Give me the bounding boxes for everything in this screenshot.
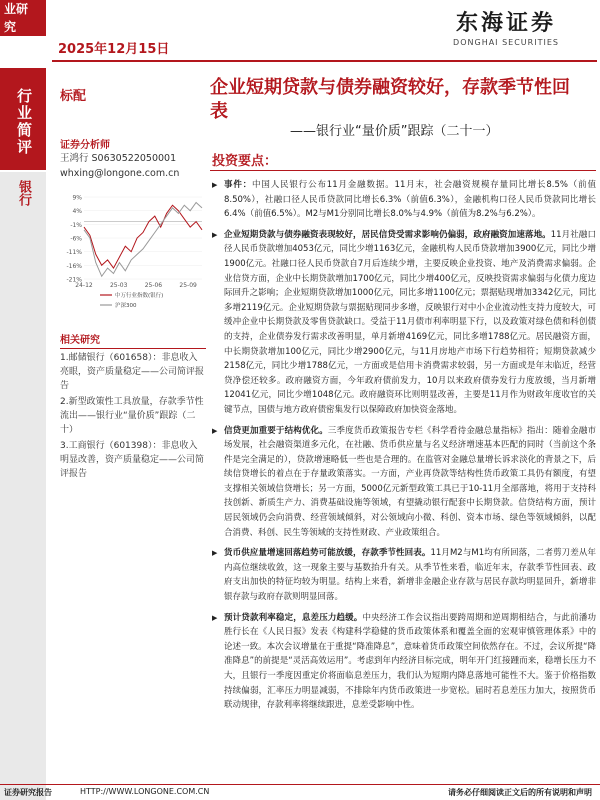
y-tick-label: -21% bbox=[66, 276, 82, 284]
analyst-heading: 证券分析师 bbox=[60, 140, 110, 151]
x-tick-label: 25-09 bbox=[179, 282, 197, 289]
y-tick-label: 4% bbox=[72, 208, 82, 216]
key-point-rates bbox=[212, 611, 596, 713]
performance-chart bbox=[60, 191, 206, 321]
sector-label: 银行 bbox=[16, 180, 31, 206]
rating-label: 标配 bbox=[60, 89, 87, 104]
report-type-line-1: 业研 bbox=[4, 2, 29, 16]
y-tick-label: -6% bbox=[70, 235, 82, 243]
sector-side-bar bbox=[0, 172, 46, 800]
key-point-lead: 企业短期贷款与债券融资表现较好，居民信贷受需求影响仍偏弱，政府融资加速落地。 bbox=[224, 229, 551, 240]
footer-label: 证券研究报告 bbox=[4, 788, 52, 797]
y-tick-label: 9% bbox=[72, 194, 82, 202]
related-research-item[interactable]: 1.邮储银行（601658）：非息收入亮眼，资产质量稳定——公司简评报告 bbox=[60, 353, 205, 391]
x-tick-label: 24-12 bbox=[75, 282, 93, 289]
analyst-email[interactable]: whxing@longone.com.cn bbox=[60, 168, 180, 179]
key-point-lead: 信贷更加重要于结构优化。 bbox=[224, 425, 328, 436]
key-point-credit-structure bbox=[212, 424, 596, 541]
related-research-item[interactable]: 2.新型政策性工具放量，存款季节性流出——银行业“量价质”跟踪（二十） bbox=[60, 397, 204, 435]
y-tick-label: -1% bbox=[70, 221, 82, 229]
logo-english: DONGHAI SECURITIES bbox=[453, 38, 559, 47]
legend-label: 中万行业指数(银行) bbox=[115, 293, 164, 299]
key-point-lead: 预计贷款利率稳定，息差压力趋缓。 bbox=[224, 612, 363, 623]
x-tick-label: 25-03 bbox=[109, 282, 128, 289]
key-point-financing bbox=[212, 228, 596, 418]
report-type-tab bbox=[0, 0, 46, 36]
analyst-name: 王鸿行 S0630522050001 bbox=[60, 153, 177, 164]
report-title: 企业短期贷款与债券融资较好，存款季节性回表 bbox=[210, 77, 570, 122]
footer-website-link[interactable]: HTTP://WWW.LONGONE.COM.CN bbox=[80, 787, 210, 796]
footer-divider bbox=[0, 784, 600, 785]
x-tick-label: 25-06 bbox=[144, 282, 163, 289]
report-subtitle: ——银行业“量价质”跟踪（二十一） bbox=[290, 124, 499, 139]
key-points-list bbox=[212, 178, 596, 719]
key-point-body: 11月M2与M1均有所回落，二者剪刀差从年内高位继续收敛，这一现象主要与基数抬升有关。从季节性来看，临近年末，存款季节性回表、政府支出加快的特征均较为明显。结构上来看，新增非金融企业存款与居民存款均明显回升，新增非银存款与政府存款则明显回落。 bbox=[224, 548, 596, 603]
key-point-lead: 事件： bbox=[224, 180, 253, 190]
key-point-money-supply bbox=[212, 546, 596, 604]
key-point-body: 11月社融口径人民币贷款增加4053亿元，同比少增1163亿元，金融机构人民币贷款增加3900亿元，同比少增1900亿元。社融口径人民币贷款自7月后连续少增，主要反映企业投资、地产及消费需求偏弱。企业信贷方面，企业中长期贷款增加1700亿元，同比少增400亿元，反映投资需求偏弱与化债力度边际回升之影响；企业短期贷款增加1000亿元，同比多增1100亿元；票据贴现增加3342亿元，同比多增2119亿元。企业短期贷款与票据贴现同步多增，反映银行对中小企业流动性支持力度较大，可缓冲企业中长期贷款及零售贷款缺口。受益于11月债市利率明显下行，以及政策对绿色债和科创债的支持，企业债券发行需求改善明显，单月新增4169亿元，同比多增1788亿元。居民融资方面，中长期贷款增加100亿元，同比少增2900亿元，与11月房地产市场下行趋势相符；短期贷款减少2158亿元，同比少增1788亿元，一方面或是信用卡消费需求较弱，另一方面或是年末临近，经营贷净偿还较多。政府融资方面，今年政府债前发力，10月以来政府债券发行力度放缓，当月新增12041亿元，同比少增1048亿元。政府融资环比则明显改善，主要是11月作为财政年度收官的关键节点，国债与地方政府债密集发行以保障政府加快资金落地。 bbox=[224, 229, 596, 415]
related-research-item[interactable]: 3.工商银行（601398）：非息收入明显改善，资产质量稳定——公司简评报告 bbox=[60, 441, 205, 479]
key-points-heading: 投资要点： bbox=[212, 154, 278, 169]
key-point-lead: 货币供应量增速回落趋势可能放缓，存款季节性回表。 bbox=[224, 548, 431, 559]
legend-label: 沪深300 bbox=[115, 303, 137, 309]
key-point-body: 中国人民银行公布11月金融数据。11月末，社会融资规模存量同比增长8.5%（前值8.50%），社融口径人民币贷款同比增长6.3%（前值6.3%），金融机构口径人民币贷款同比增长6.4%（前值6.5%）。M2与M1分别同比增长8.0%与4.9%（前值为8.2%与6.2%）。 bbox=[224, 180, 596, 220]
key-point-body: 中央经济工作会议指出要跨周期和逆周期相结合，与此前潘功胜行长在《人民日报》发表《构建科学稳健的货币政策体系和覆盖全面的宏观审慎管理体系》中的论述一致。本次会议增量在于重提“降准降息”，意味着货币政策空间依然存在。不过，会议所提“降准降息”的前提是“灵活高效运用”。考虑到年内经济目标完成，明年开门红接踵而来，稳增长压力不大，且银行一季度因重定价将面临息差压力，我们认为短期内降息落地可能性不大。鉴于价格指数持续偏弱，汇率压力明显减弱，不排除年内货币政策进一步宽松。届时若息差压力加大，按照货币联动规律，存款利率将继续跟进，息差受影响中性。 bbox=[224, 612, 596, 711]
report-type-line-2: 究 bbox=[4, 20, 17, 34]
y-tick-label: -11% bbox=[66, 249, 82, 257]
key-point-event bbox=[212, 178, 596, 222]
left-column bbox=[60, 136, 206, 481]
performance-chart-svg bbox=[60, 191, 206, 321]
report-date: 2025年12月15日 bbox=[58, 42, 170, 57]
industry-label: 行业简评 bbox=[15, 88, 33, 156]
footer-disclaimer: 请务必仔细阅读正文后的所有说明和声明 bbox=[448, 788, 592, 797]
series-line bbox=[84, 205, 202, 268]
company-logo bbox=[426, 6, 586, 47]
related-research-heading: 相关研究 bbox=[60, 331, 206, 349]
key-points-divider bbox=[210, 170, 596, 171]
key-point-body: 三季度货币政策报告专栏《科学看待金融总量指标》指出：随着金融市场发展，社会融资渠道多元化，在社融、货币供应量与名义经济增速基本匹配的同时（当前这个条件是完全满足的），贷款增速略低一些也是合理的。在监管对金融总量增长诉求淡化的背景之下，后续信贷增长的着点在于存量政策落实。一方面，产业再贷款等结构性货币政策工具仍有额度，有望支撑相关领域信贷增长；另一方面，5000亿元新型政策工具已于10-11月全部落地，将用于支持科技创新、新质生产力、消费基础设施等领域，有望撬动银行配套中长期贷款。信贷结构方面，预计居民领域仍会向消费、经营领域倾斜，对公领域向小微、科创、资本市场、绿色等领域倾斜，以配合消费、科创、民生等领域的支持性财政、产业政策组合。 bbox=[224, 425, 596, 538]
header-divider bbox=[52, 60, 597, 62]
logo-chinese: 东海证券 bbox=[455, 10, 556, 36]
y-tick-label: -16% bbox=[66, 262, 82, 270]
